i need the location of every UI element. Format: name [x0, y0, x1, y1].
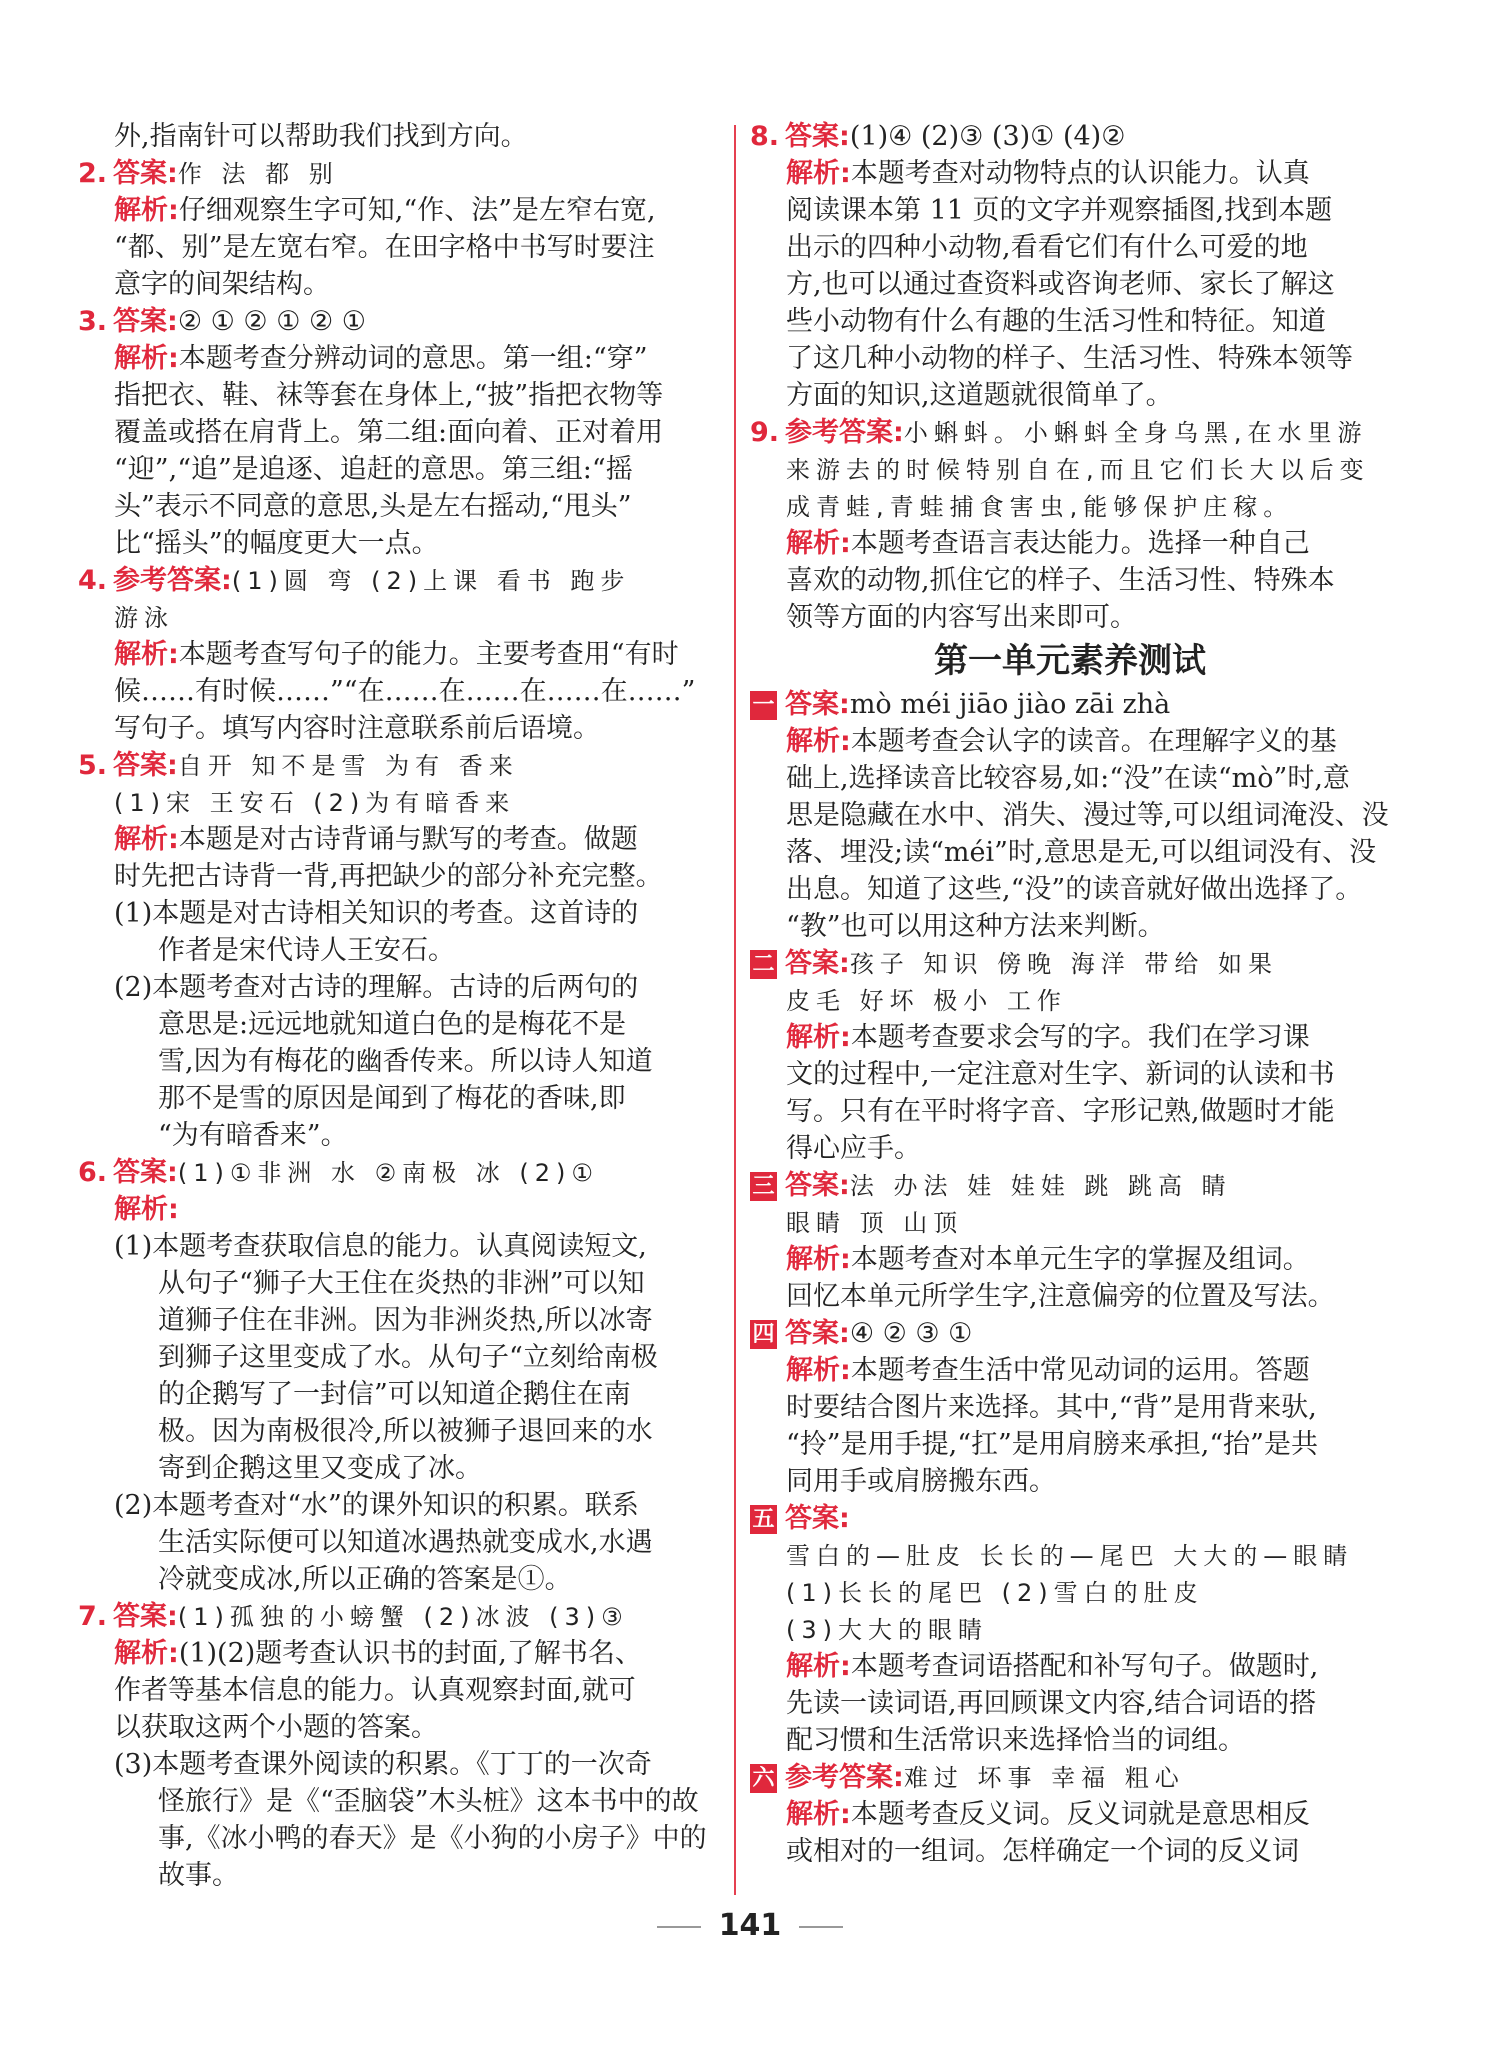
body-text: 意思是:远远地就知道白色的是梅花不是 — [158, 1009, 627, 1040]
text-line — [78, 1524, 718, 1561]
body-text: 本题考查词语搭配和补写句子。做题时, — [850, 1651, 1319, 1682]
text-line — [78, 821, 718, 858]
body-text: 了这几种小动物的样子、生活习性、特殊本领等 — [786, 343, 1353, 374]
text-line — [78, 1783, 718, 1820]
text-line — [750, 1611, 1390, 1648]
section-heading: 第一单元素养测试 — [934, 641, 1206, 681]
text-line — [78, 562, 718, 599]
answer-label: 解析: — [786, 1355, 851, 1386]
body-text: 先读一读词语,再回顾课文内容,结合词语的搭 — [786, 1688, 1317, 1719]
body-text: (2)本题考查对古诗的理解。古诗的后两句的 — [114, 972, 639, 1003]
body-text: 本题考查对本单元生字的掌握及组词。 — [850, 1244, 1310, 1275]
answer-label: 答案: — [785, 1170, 850, 1201]
body-text: 作者等基本信息的能力。认真观察封面,就可 — [114, 1675, 636, 1706]
body-text: 同用手或肩膀搬东西。 — [786, 1466, 1056, 1497]
answer-text: (1)孤独的小螃蟹 (2)冰波 (3)③ — [177, 1603, 629, 1631]
body-text: 道狮子住在非洲。因为非洲炎热,所以冰寄 — [158, 1305, 653, 1336]
answer-label: 解析: — [786, 1244, 851, 1275]
text-line — [750, 1537, 1390, 1574]
body-text: 阅读课本第 11 页的文字并观察插图,找到本题 — [786, 195, 1333, 226]
body-text: 雪,因为有梅花的幽香传来。所以诗人知道 — [158, 1046, 653, 1077]
text-line — [750, 686, 1390, 723]
answer-text: 眼睛 顶 山顶 — [786, 1209, 964, 1237]
text-line — [78, 1302, 718, 1339]
text-line — [750, 723, 1390, 760]
answer-label: 答案: — [113, 750, 178, 781]
text-line — [750, 229, 1390, 266]
text-line — [750, 797, 1390, 834]
page-number: 141 — [718, 1908, 782, 1943]
body-text: (1)④ (2)③ (3)① (4)② — [849, 121, 1126, 152]
text-line — [750, 834, 1390, 871]
text-line — [750, 945, 1390, 982]
answer-label: 解析: — [114, 343, 179, 374]
section-number-box: 六 — [750, 1764, 777, 1793]
text-line — [750, 1056, 1390, 1093]
text-line — [750, 1130, 1390, 1167]
answer-text: 游泳 — [114, 604, 174, 632]
text-line — [750, 1759, 1390, 1796]
body-text: “都、别”是左宽右窄。在田字格中书写时要注 — [114, 232, 655, 263]
text-line — [78, 895, 718, 932]
section-number-box: 一 — [750, 691, 777, 720]
answer-label: 答案: — [785, 121, 850, 152]
page-footer — [0, 1908, 1500, 1943]
question-number: 7. — [78, 1601, 108, 1632]
body-text: 到狮子这里变成了水。从句子“立刻给南极 — [158, 1342, 658, 1373]
text-line — [750, 1648, 1390, 1685]
answer-label: 解析: — [786, 1651, 851, 1682]
text-line — [78, 747, 718, 784]
footer-dash-left — [657, 1926, 701, 1928]
body-text: 时先把古诗背一背,再把缺少的部分补充完整。 — [114, 861, 663, 892]
answer-label: 参考答案: — [113, 565, 232, 596]
body-text: 故事。 — [158, 1860, 239, 1891]
text-line — [78, 488, 718, 525]
text-line — [78, 377, 718, 414]
text-line — [78, 1117, 718, 1154]
text-line — [750, 1019, 1390, 1056]
body-text: 比“摇头”的幅度更大一点。 — [114, 528, 439, 559]
body-text: 本题考查生活中常见动词的运用。答题 — [850, 1355, 1310, 1386]
body-text: (1)本题考查获取信息的能力。认真阅读短文, — [114, 1231, 647, 1262]
body-text: 寄到企鹅这里又变成了冰。 — [158, 1453, 482, 1484]
text-line — [78, 414, 718, 451]
body-text: 本题考查要求会写的字。我们在学习课 — [850, 1022, 1310, 1053]
body-text: 写。只有在平时将字音、字形记熟,做题时才能 — [786, 1096, 1335, 1127]
answer-text: 成青蛙,青蛙捕食害虫,能够保护庄稼。 — [786, 493, 1294, 521]
text-line — [78, 192, 718, 229]
text-line — [78, 1561, 718, 1598]
answer-text: 孩子 知识 傍晚 海洋 带给 如果 — [849, 950, 1278, 978]
text-line — [750, 760, 1390, 797]
text-line — [78, 1413, 718, 1450]
right-column — [750, 118, 1390, 1870]
text-line — [750, 192, 1390, 229]
body-text: 本题考查反义词。反义词就是意思相反 — [850, 1799, 1310, 1830]
text-line — [78, 1487, 718, 1524]
text-line — [750, 525, 1390, 562]
text-line — [750, 488, 1390, 525]
body-text: 仔细观察生字可知,“作、法”是左窄右宽, — [178, 195, 656, 226]
body-text: 怪旅行》是《“歪脑袋”木头桩》这本书中的故 — [158, 1786, 699, 1817]
section-number-box: 五 — [750, 1505, 777, 1534]
text-line — [750, 266, 1390, 303]
body-text: 冷就变成冰,所以正确的答案是①。 — [158, 1564, 572, 1595]
answer-text: 自开 知不是雪 为有 香来 — [177, 752, 519, 780]
body-text: 指把衣、鞋、袜等套在身体上,“披”指把衣物等 — [114, 380, 664, 411]
body-text: 出息。知道了这些,“没”的读音就好做出选择了。 — [786, 874, 1363, 905]
body-text: 领等方面的内容写出来即可。 — [786, 602, 1137, 633]
text-line — [750, 451, 1390, 488]
body-text: (2)本题考查对“水”的课外知识的积累。联系 — [114, 1490, 639, 1521]
answer-label: 答案: — [785, 1318, 850, 1349]
text-line — [750, 1093, 1390, 1130]
question-number: 5. — [78, 750, 108, 781]
text-line — [750, 118, 1390, 155]
text-line — [750, 562, 1390, 599]
body-text: “为有暗香来”。 — [158, 1120, 348, 1151]
answer-text: (1)圆 弯 (2)上课 看书 跑步 — [231, 567, 631, 595]
body-text: 时要结合图片来选择。其中,“背”是用背来驮, — [786, 1392, 1317, 1423]
answer-label: 解析: — [114, 195, 179, 226]
answer-label: 解析: — [114, 1194, 179, 1225]
body-text: 那不是雪的原因是闻到了梅花的香味,即 — [158, 1083, 626, 1114]
text-line — [750, 1463, 1390, 1500]
text-line — [78, 340, 718, 377]
answer-text: (1)①非洲 水 ②南极 冰 (2)① — [177, 1159, 599, 1187]
answer-text: 来游去的时候特别自在,而且它们长大以后变 — [786, 456, 1370, 484]
text-line — [78, 1265, 718, 1302]
body-text: 出示的四种小动物,看看它们有什么可爱的地 — [786, 232, 1308, 263]
text-line — [78, 1635, 718, 1672]
body-text: 外,指南针可以帮助我们找到方向。 — [114, 121, 528, 152]
body-text: 候……有时候……”“在……在……在……在……” — [114, 676, 696, 707]
text-line — [78, 1820, 718, 1857]
body-text: 本题考查写句子的能力。主要考查用“有时 — [178, 639, 679, 670]
body-text: 作者是宋代诗人王安石。 — [158, 935, 455, 966]
text-line — [750, 1500, 1390, 1537]
text-line — [78, 1339, 718, 1376]
body-text: 喜欢的动物,抓住它的样子、生活习性、特殊本 — [786, 565, 1335, 596]
text-line — [78, 710, 718, 747]
body-text: 写句子。填写内容时注意联系前后语境。 — [114, 713, 600, 744]
body-text: 方面的知识,这道题就很简单了。 — [786, 380, 1173, 411]
body-text: 文的过程中,一定注意对生字、新词的认读和书 — [786, 1059, 1335, 1090]
question-number: 4. — [78, 565, 108, 596]
text-line — [750, 1796, 1390, 1833]
text-line — [78, 858, 718, 895]
text-line — [750, 871, 1390, 908]
text-line — [78, 155, 718, 192]
answer-text: (3)大大的眼睛 — [786, 1616, 988, 1644]
answer-text: 法 办法 娃 娃娃 跳 跳高 睛 — [849, 1172, 1232, 1200]
answer-text: (1)长长的尾巴 (2)雪白的肚皮 — [786, 1579, 1204, 1607]
text-line — [750, 303, 1390, 340]
text-line — [78, 118, 718, 155]
answer-text: 小蝌蚪。小蝌蚪全身乌黑,在水里游 — [903, 419, 1368, 447]
text-line — [750, 1426, 1390, 1463]
body-text: 意字的间架结构。 — [114, 269, 330, 300]
text-line — [750, 1167, 1390, 1204]
text-line — [78, 636, 718, 673]
question-number: 6. — [78, 1157, 108, 1188]
section-number-box: 三 — [750, 1172, 777, 1201]
answer-text: 雪白的—肚皮 长长的—尾巴 大大的—眼睛 — [786, 1542, 1354, 1570]
text-line — [750, 377, 1390, 414]
body-text: “拎”是用手提,“扛”是用肩膀来承担,“抬”是共 — [786, 1429, 1318, 1460]
text-line — [78, 451, 718, 488]
text-line — [750, 414, 1390, 451]
text-line — [78, 1709, 718, 1746]
body-text: 落、埋没;读“méi”时,意思是无,可以组词没有、没 — [786, 837, 1377, 868]
text-line — [78, 673, 718, 710]
text-line — [78, 784, 718, 821]
body-text: (1)本题是对古诗相关知识的考查。这首诗的 — [114, 898, 639, 929]
text-line — [78, 1857, 718, 1894]
answer-label: 答案: — [113, 158, 178, 189]
section-number-box: 二 — [750, 950, 777, 979]
text-line — [78, 932, 718, 969]
body-text: 覆盖或搭在肩背上。第二组:面向着、正对着用 — [114, 417, 664, 448]
answer-label: 参考答案: — [785, 417, 904, 448]
text-line — [750, 1833, 1390, 1870]
text-line — [750, 1574, 1390, 1611]
answer-label: 解析: — [114, 1638, 179, 1669]
left-column — [78, 118, 718, 1894]
body-text: 或相对的一组词。怎样确定一个词的反义词 — [786, 1836, 1299, 1867]
body-text: 本题考查分辨动词的意思。第一组:“穿” — [178, 343, 648, 374]
text-line — [750, 1315, 1390, 1352]
body-text: 生活实际便可以知道冰遇热就变成水,水遇 — [158, 1527, 653, 1558]
text-line — [78, 1228, 718, 1265]
text-line — [750, 1204, 1390, 1241]
answer-label: 答案: — [785, 948, 850, 979]
body-text: 方,也可以通过查资料或咨询老师、家长了解这 — [786, 269, 1335, 300]
column-divider — [734, 125, 736, 1895]
answer-label: 解析: — [786, 726, 851, 757]
text-line — [750, 908, 1390, 945]
body-text: 的企鹅写了一封信”可以知道企鹅住在南 — [158, 1379, 631, 1410]
text-line — [750, 599, 1390, 636]
body-text: 配习惯和生活常识来选择恰当的词组。 — [786, 1725, 1245, 1756]
body-text: (1)(2)题考查认识书的封面,了解书名、 — [178, 1638, 642, 1669]
answer-label: 答案: — [113, 306, 178, 337]
text-line — [78, 1746, 718, 1783]
body-text: “教”也可以用这种方法来判断。 — [786, 911, 1165, 942]
body-text: 本题考查会认字的读音。在理解字义的基 — [850, 726, 1337, 757]
answer-label: 答案: — [785, 689, 850, 720]
body-text: 础上,选择读音比较容易,如:“没”在读“mò”时,意 — [786, 763, 1350, 794]
text-line — [78, 1598, 718, 1635]
body-text: mò méi jiāo jiào zāi zhà — [849, 689, 1171, 720]
section-number-box: 四 — [750, 1320, 777, 1349]
body-text: 思是隐藏在水中、消失、漫过等,可以组词淹没、没 — [786, 800, 1389, 831]
text-line — [78, 266, 718, 303]
text-line — [78, 303, 718, 340]
text-line — [78, 525, 718, 562]
text-line — [78, 1672, 718, 1709]
footer-dash-right — [799, 1926, 843, 1928]
text-line — [78, 599, 718, 636]
answer-label: 解析: — [786, 1022, 851, 1053]
answer-text: 作 法 都 别 — [177, 160, 339, 188]
body-text: 本题考查语言表达能力。选择一种自己 — [850, 528, 1310, 559]
question-number: 9. — [750, 417, 780, 448]
question-number: 8. — [750, 121, 780, 152]
answer-label: 答案: — [113, 1601, 178, 1632]
text-line — [750, 1352, 1390, 1389]
text-line — [78, 1154, 718, 1191]
answer-label: 答案: — [785, 1503, 850, 1534]
body-text: 头”表示不同意的意思,头是左右摇动,“甩头” — [114, 491, 632, 522]
text-line — [750, 1241, 1390, 1278]
body-text: “迎”,“追”是追逐、追赶的意思。第三组:“摇 — [114, 454, 633, 485]
answer-label: 答案: — [113, 1157, 178, 1188]
text-line — [750, 340, 1390, 377]
text-line — [78, 1080, 718, 1117]
body-text: 极。因为南极很冷,所以被狮子退回来的水 — [158, 1416, 653, 1447]
question-number: 2. — [78, 158, 108, 189]
answer-label: 解析: — [114, 824, 179, 855]
answer-label: 参考答案: — [785, 1762, 904, 1793]
text-line — [78, 229, 718, 266]
answer-label: 解析: — [786, 1799, 851, 1830]
body-text: ④ ② ③ ① — [849, 1318, 973, 1349]
answer-text: 皮毛 好坏 极小 工作 — [786, 987, 1067, 1015]
text-line — [750, 155, 1390, 192]
body-text: 以获取这两个小题的答案。 — [114, 1712, 438, 1743]
text-line — [78, 1043, 718, 1080]
answer-label: 解析: — [786, 528, 851, 559]
text-line — [78, 1450, 718, 1487]
text-line — [750, 1278, 1390, 1315]
body-text: ② ① ② ① ② ① — [177, 306, 367, 337]
text-line — [750, 1389, 1390, 1426]
text-line — [78, 1006, 718, 1043]
answer-label: 解析: — [114, 639, 179, 670]
body-text: 回忆本单元所学生字,注意偏旁的位置及写法。 — [786, 1281, 1335, 1312]
question-number: 3. — [78, 306, 108, 337]
body-text: 得心应手。 — [786, 1133, 921, 1164]
text-line — [78, 969, 718, 1006]
body-text: 本题考查对动物特点的认识能力。认真 — [850, 158, 1310, 189]
answer-text: 难过 坏事 幸福 粗心 — [903, 1764, 1185, 1792]
text-line — [750, 1722, 1390, 1759]
body-text: 从句子“狮子大王住在炎热的非洲”可以知 — [158, 1268, 645, 1299]
text-line — [750, 1685, 1390, 1722]
answer-label: 解析: — [786, 158, 851, 189]
text-line — [78, 1376, 718, 1413]
body-text: (3)本题考查课外阅读的积累。《丁丁的一次奇 — [114, 1749, 652, 1780]
text-line — [750, 982, 1390, 1019]
text-line — [78, 1191, 718, 1228]
body-text: 本题是对古诗背诵与默写的考查。做题 — [178, 824, 638, 855]
body-text: 些小动物有什么有趣的生活习性和特征。知道 — [786, 306, 1326, 337]
body-text: 事,《冰小鸭的春天》是《小狗的小房子》中的 — [158, 1823, 707, 1854]
answer-text: (1)宋 王安石 (2)为有暗香来 — [114, 789, 516, 817]
